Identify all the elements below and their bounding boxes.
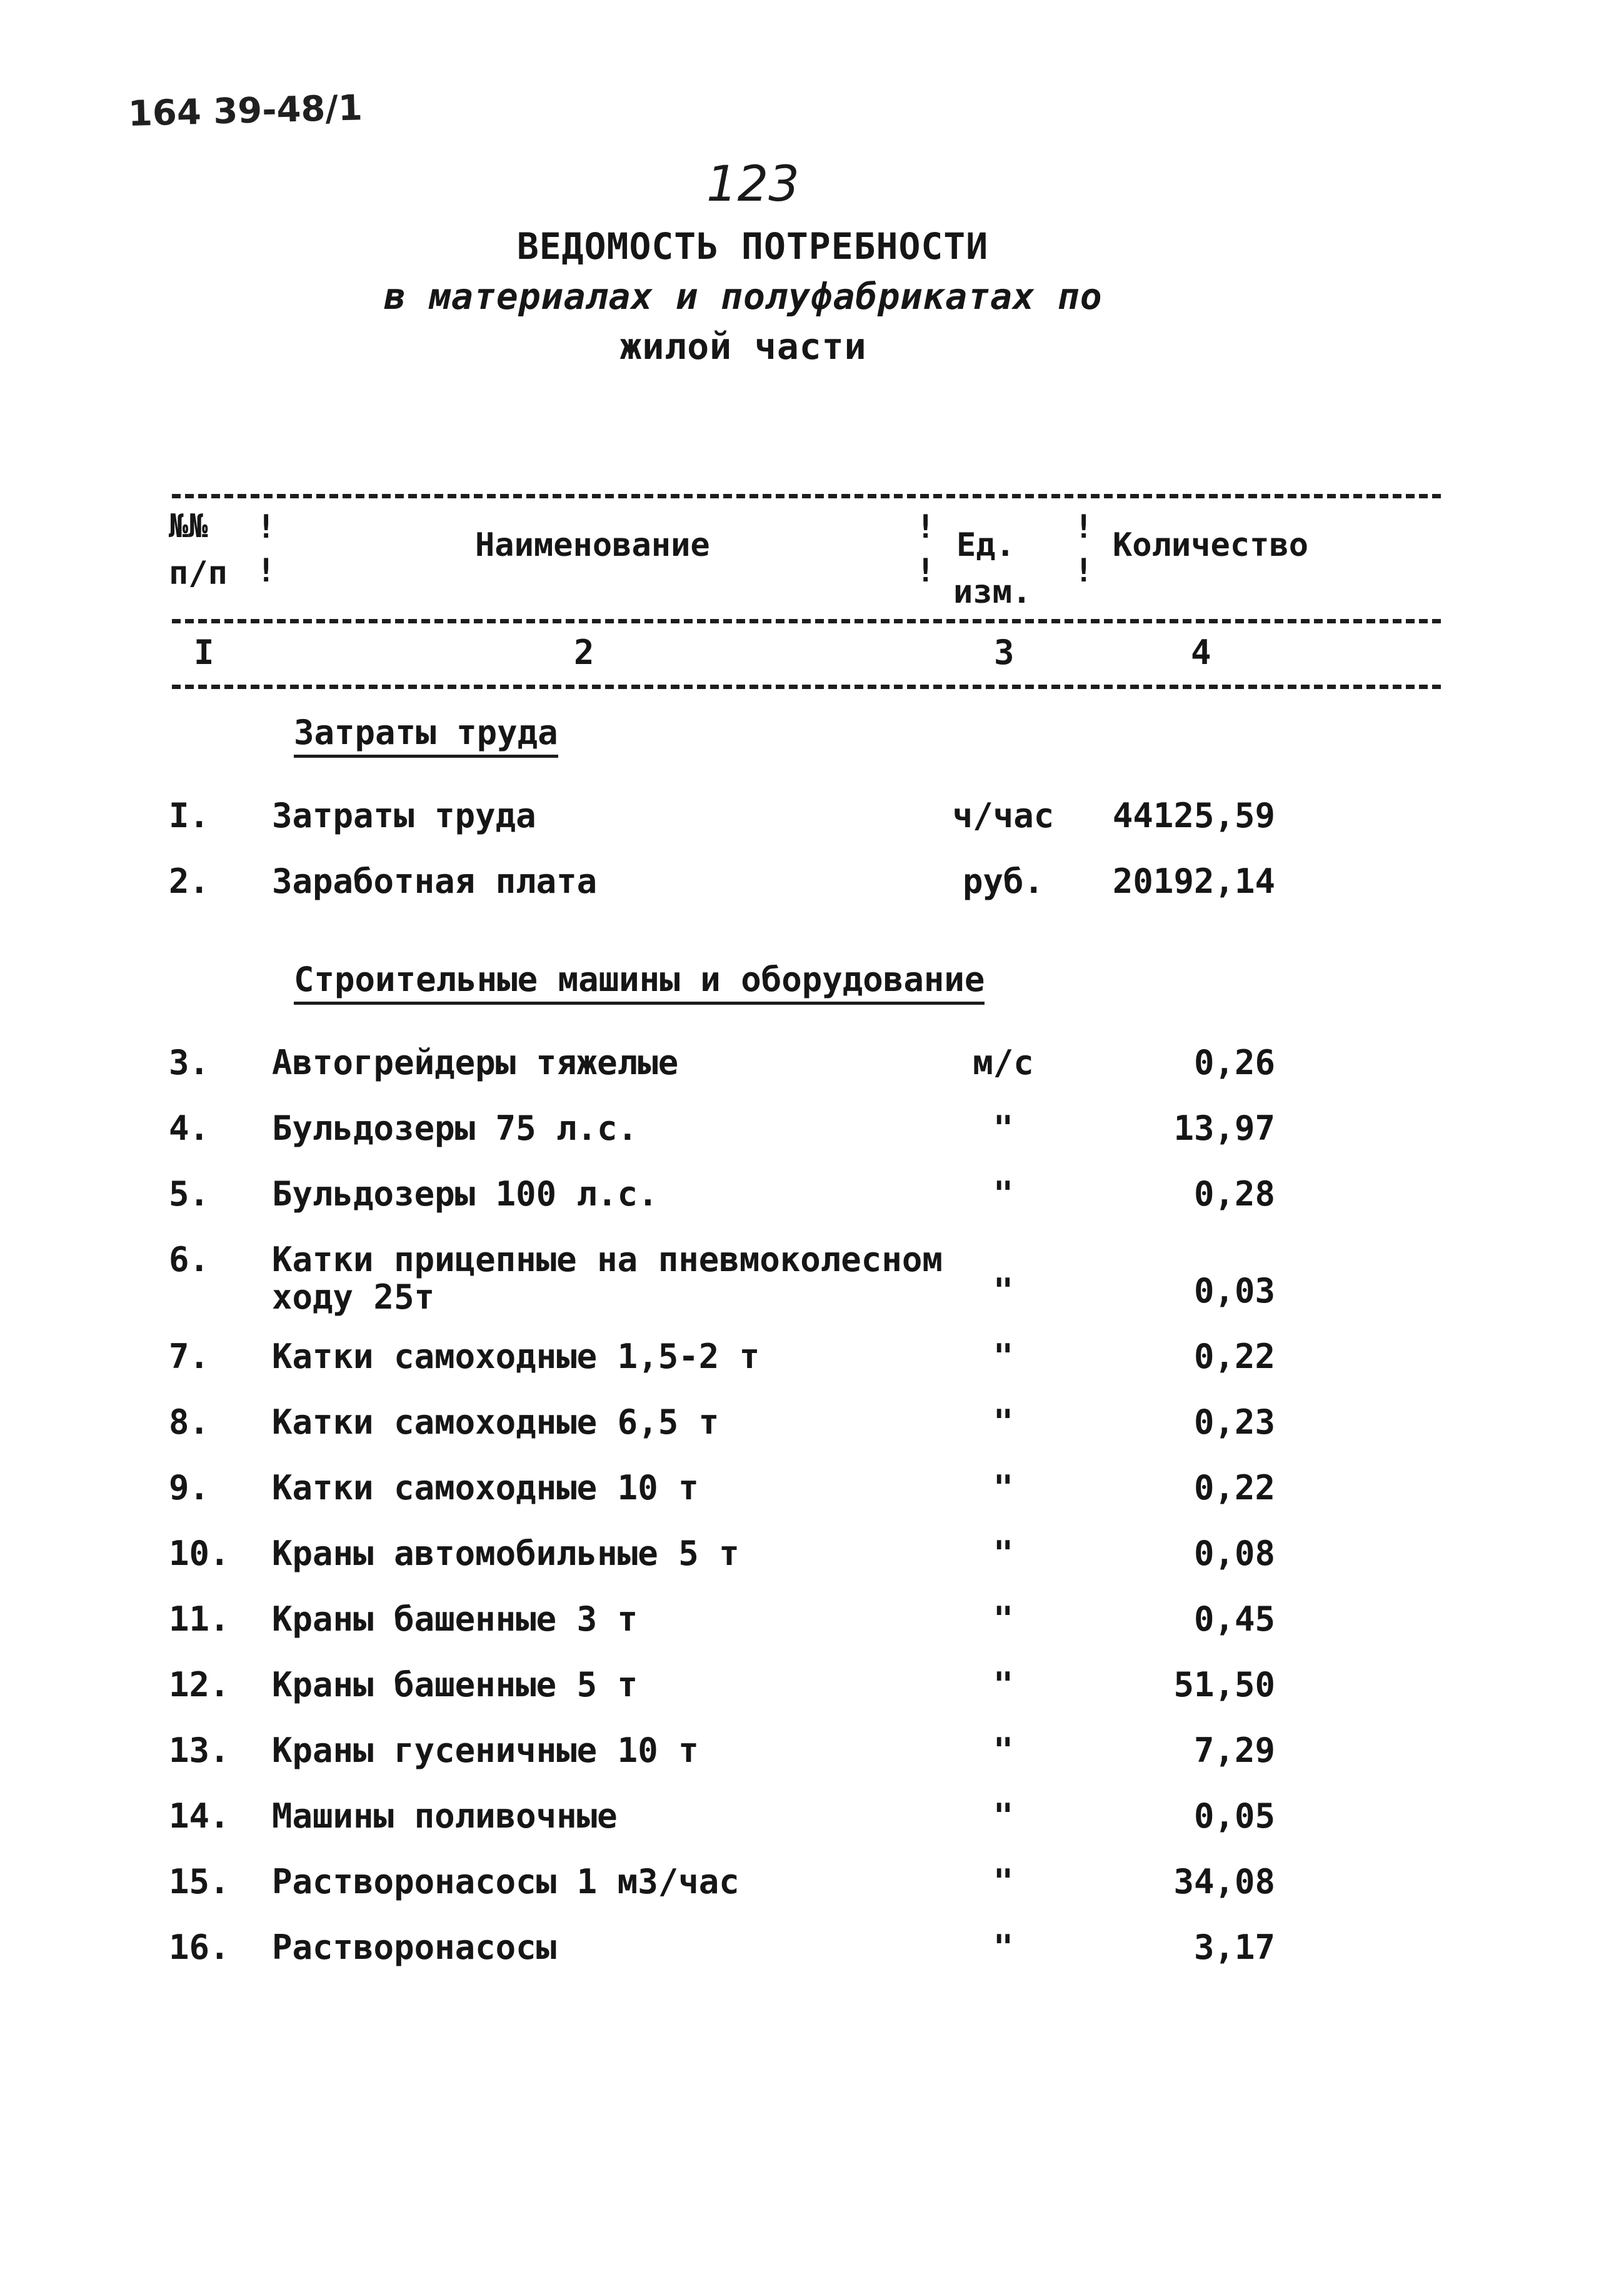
row-unit: " xyxy=(993,1534,1014,1573)
header-name: Наименование xyxy=(475,526,710,564)
row-unit: м/с xyxy=(973,1043,1034,1082)
row-name: Машины поливочные xyxy=(272,1796,618,1836)
row-number: 6. xyxy=(169,1240,210,1279)
row-number: 15. xyxy=(169,1862,230,1901)
row-number: 11. xyxy=(169,1599,230,1639)
row-unit: " xyxy=(993,1862,1014,1901)
header-separator: ! xyxy=(916,508,936,546)
row-name: Растворонасосы 1 м3/час xyxy=(272,1862,739,1901)
row-unit: " xyxy=(993,1599,1014,1639)
row-quantity: 0,05 xyxy=(1193,1796,1275,1836)
row-unit: " xyxy=(993,1109,1014,1148)
header-bottom-rule xyxy=(172,685,1441,689)
row-number: 16. xyxy=(169,1928,230,1967)
row-quantity: 0,22 xyxy=(1193,1468,1275,1507)
row-number: 2. xyxy=(169,862,210,901)
header-unit-line-2: изм. xyxy=(953,573,1032,611)
section-heading-labor: Затраты труда xyxy=(294,713,558,758)
header-num-line-1: №№ xyxy=(169,508,208,545)
page-number: 123 xyxy=(706,156,799,213)
row-name: Катки самоходные 6,5 т xyxy=(272,1402,719,1442)
section-heading-machines: Строительные машины и оборудование xyxy=(294,960,985,1005)
row-number: 13. xyxy=(169,1731,230,1770)
table-top-rule xyxy=(172,494,1441,498)
row-quantity: 0,45 xyxy=(1193,1599,1275,1639)
row-name: Краны башенные 3 т xyxy=(272,1599,638,1639)
row-name: Катки прицепные на пневмоколесном xyxy=(272,1240,943,1279)
row-name: Автогрейдеры тяжелые xyxy=(272,1043,679,1082)
row-name: Краны гусеничные 10 т xyxy=(272,1731,699,1770)
row-unit: руб. xyxy=(962,862,1045,901)
row-unit: " xyxy=(993,1271,1014,1311)
row-name: Катки самоходные 10 т xyxy=(272,1468,699,1507)
row-unit: " xyxy=(993,1731,1014,1770)
document-subtitle-line-2: жилой части xyxy=(619,325,867,368)
header-separator: ! xyxy=(256,508,276,546)
row-number: 8. xyxy=(169,1402,210,1442)
row-quantity: 0,23 xyxy=(1193,1402,1275,1442)
row-name: Затраты труда xyxy=(272,796,536,835)
row-name: Бульдозеры 75 л.с. xyxy=(272,1109,638,1148)
row-quantity: 0,26 xyxy=(1193,1043,1275,1082)
column-number-3: 3 xyxy=(994,633,1015,672)
row-name: Заработная плата xyxy=(272,862,598,901)
row-number: 7. xyxy=(169,1337,210,1376)
row-quantity: 0,28 xyxy=(1193,1174,1275,1214)
row-number: 3. xyxy=(169,1043,210,1082)
row-number: 5. xyxy=(169,1174,210,1214)
header-unit-line-1: Ед. xyxy=(956,526,1015,564)
row-quantity: 0,03 xyxy=(1193,1271,1275,1311)
row-number: 12. xyxy=(169,1665,230,1704)
header-separator: ! xyxy=(256,552,276,590)
row-number: I. xyxy=(169,796,210,835)
row-unit: " xyxy=(993,1337,1014,1376)
row-unit: " xyxy=(993,1402,1014,1442)
header-num-line-2: п/п xyxy=(169,555,228,592)
header-mid-rule xyxy=(172,619,1441,623)
header-separator: ! xyxy=(916,552,936,590)
row-unit: " xyxy=(993,1796,1014,1836)
row-number: 10. xyxy=(169,1534,230,1573)
row-quantity: 0,22 xyxy=(1193,1337,1275,1376)
row-quantity: 3,17 xyxy=(1193,1928,1275,1967)
header-quantity: Количество xyxy=(1113,526,1309,564)
row-name: Краны автомобильные 5 т xyxy=(272,1534,739,1573)
row-unit: ч/час xyxy=(952,796,1055,835)
row-name: Растворонасосы xyxy=(272,1928,557,1967)
row-quantity: 34,08 xyxy=(1173,1862,1275,1901)
row-name: Катки самоходные 1,5-2 т xyxy=(272,1337,760,1376)
row-number: 14. xyxy=(169,1796,230,1836)
row-number: 9. xyxy=(169,1468,210,1507)
row-quantity: 0,08 xyxy=(1193,1534,1275,1573)
row-quantity: 44125,59 xyxy=(1112,796,1275,835)
header-separator: ! xyxy=(1074,508,1094,546)
column-number-1: I xyxy=(194,633,214,672)
column-number-4: 4 xyxy=(1191,633,1211,672)
column-number-2: 2 xyxy=(574,633,594,672)
row-quantity: 20192,14 xyxy=(1112,862,1275,901)
document-subtitle-line-1: в материалах и полуфабрикатах по xyxy=(384,275,1103,318)
row-name: Краны башенные 5 т xyxy=(272,1665,638,1704)
row-unit: " xyxy=(993,1665,1014,1704)
row-quantity: 7,29 xyxy=(1193,1731,1275,1770)
document-title: ВЕДОМОСТЬ ПОТРЕБНОСТИ xyxy=(516,225,989,268)
header-separator: ! xyxy=(1074,552,1094,590)
row-name: Бульдозеры 100 л.с. xyxy=(272,1174,658,1214)
row-number: 4. xyxy=(169,1109,210,1148)
row-unit: " xyxy=(993,1468,1014,1507)
row-name-continuation: ходу 25т xyxy=(272,1277,435,1317)
row-unit: " xyxy=(993,1174,1014,1214)
row-unit: " xyxy=(993,1928,1014,1967)
document-code: 164 39-48/1 xyxy=(128,88,363,134)
row-quantity: 51,50 xyxy=(1173,1665,1275,1704)
row-quantity: 13,97 xyxy=(1173,1109,1275,1148)
